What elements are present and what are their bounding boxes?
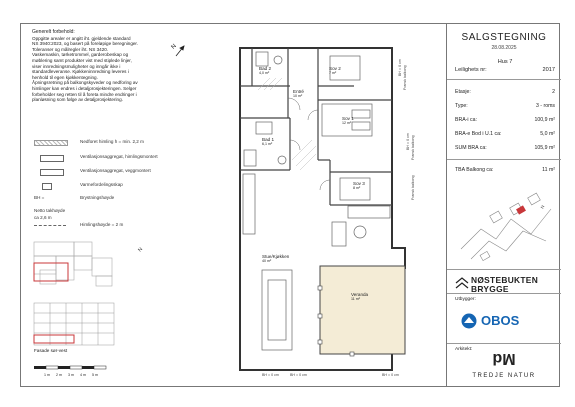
scale-tick: 5 m (92, 373, 98, 377)
unit-label: Leilighets nr: (455, 67, 487, 73)
legend-netto-value: ca 2,6 m (34, 215, 52, 220)
scale-tick: 3 m (68, 373, 74, 377)
general-line: himlinger kan endres i detaljprosjekteringen. Selger (32, 85, 137, 91)
arkitekt-mark: Md (492, 350, 516, 367)
doors (288, 98, 330, 190)
general-line: standardleveranse. Kjøkkeninnredning leveres i (32, 69, 129, 75)
legend-bh: BH = (34, 195, 45, 200)
balcony-key: TBA Balkong ca: (455, 167, 494, 173)
info-key: SUM BRA ca: (455, 145, 487, 151)
room-area: 11 m² (351, 297, 360, 301)
legend-item: Ventilasjonsaggregat, himlingsmontert (80, 154, 158, 159)
info-value: 100,9 m² (534, 117, 555, 123)
info-sidebar (446, 23, 560, 387)
room-veranda (351, 292, 368, 301)
room-bad1 (262, 137, 274, 146)
sidebar-date: 28.08.2025 (491, 45, 517, 51)
sidebar-title: SALGSTEGNING (461, 32, 547, 43)
scale-bar (34, 366, 106, 369)
general-line: henhold til egen kjøkkentegning. (32, 74, 98, 80)
legend-bh-text: Brystningshøyde (80, 195, 115, 200)
legend-netto-label: Netto takhøyde (34, 208, 66, 213)
site-highlight (516, 205, 526, 214)
sofa (332, 206, 390, 246)
side-text: Fransk balkong (403, 65, 407, 90)
room-sov3 (353, 181, 365, 190)
unit-value: 2017 (542, 67, 555, 73)
info-key: BRA-e Bod i U.1 ca: (455, 131, 502, 137)
project-name-line2: BRYGGE (471, 284, 509, 294)
bh-label: BH = 0 cm (398, 59, 402, 76)
info-value: 5,0 m² (540, 131, 555, 137)
info-key: Etasje: (455, 89, 471, 95)
room-area: 4,0 m² (259, 71, 270, 75)
project-name-line1: NØSTEBUKTEN (471, 275, 539, 285)
general-line: forbeholder seg retten til å foreta mindre endringer i (32, 91, 137, 97)
room-bad2 (259, 66, 271, 75)
room-area: 10 m² (293, 94, 303, 98)
general-line: Vaskemaskin, tørketrommel, garderobeskap og (32, 52, 129, 58)
site-compass-label: N (539, 204, 546, 210)
compass-label: N (170, 43, 178, 51)
divider (447, 343, 561, 344)
bh-label: BH = 0 cm (406, 133, 410, 150)
room-name: Bad 2 (259, 66, 272, 71)
hatch-ceiling (258, 78, 316, 170)
utbygger-label: Utbygger: (455, 297, 476, 302)
info-value: 3 - roms (535, 103, 555, 109)
legend-item: Varmefordelingsskap (80, 182, 123, 187)
legend-item: Ventilasjonsaggregat, veggmontert (80, 168, 151, 173)
side-text: Fransk balkong (411, 175, 415, 200)
general-line: planløsning som følge av detaljprosjektering. (32, 97, 123, 103)
key-plan (34, 242, 112, 286)
scale-tick: 4 m (80, 373, 86, 377)
divider (447, 159, 561, 160)
room-name: Sov 1 (342, 116, 354, 121)
house-label: Hus 7 (497, 59, 513, 65)
balcony-value: 11 m² (542, 167, 555, 173)
room-area: 6,1 m² (262, 142, 273, 146)
room-name: Veranda (351, 292, 369, 297)
bh-label: BH = 0 cm (382, 373, 399, 377)
arkitekt-name: TREDJE NATUR (472, 373, 536, 379)
room-sov1 (342, 116, 354, 125)
bh-label: BH = 0 cm (290, 373, 307, 377)
info-row (455, 131, 555, 137)
room-area: 40 m² (262, 259, 272, 263)
general-line: Toleranser og målregler iht. NS 3420. (32, 46, 109, 52)
room-name: Sov 2 (329, 66, 341, 71)
side-text: Fransk balkong (411, 135, 415, 160)
project-logo-icon (455, 277, 469, 289)
info-key: Type: (455, 103, 468, 109)
arkitekt-label: Arkitekt: (455, 347, 473, 352)
general-line: møblering samt produkter vist med stiplede linjer, (32, 57, 132, 63)
scale-tick: 1 m (44, 373, 50, 377)
utbygger-name: OBOS (481, 313, 520, 328)
facade-label: Fasade sør-vest (34, 348, 68, 353)
room-name: Stue/Kjøkken (262, 254, 290, 259)
veranda-area (320, 266, 405, 354)
compass-key-label: N (137, 246, 145, 254)
room-stue (262, 254, 289, 263)
divider (447, 293, 561, 294)
room-name: Entré (293, 89, 304, 94)
balcony-row (455, 167, 555, 173)
general-line: Åpningsretning på balkongskyveder og nedforing av (32, 80, 138, 86)
general-line: viser innredningsmuligheter og inngår ikke i (32, 63, 121, 69)
unit-row (455, 67, 555, 73)
bh-label: BH = 0 cm (262, 373, 279, 377)
legend-item: Nedforet himling h = min. 2,2 m (80, 139, 144, 144)
room-area: 8 m² (353, 186, 361, 190)
general-line: NS 3940:2023, og basert på foreløpige beregninger. (32, 41, 138, 47)
info-row (455, 145, 555, 151)
facade (34, 303, 114, 345)
info-value: 105,9 m² (534, 145, 555, 151)
site-map (451, 179, 557, 269)
room-sov2 (329, 66, 341, 75)
legend-himling: Himlingshøyde = 2 m (80, 222, 124, 227)
general-heading: Generelt forbehold: (32, 29, 75, 35)
room-name: Bad 1 (262, 137, 275, 142)
room-name: Sov 3 (353, 181, 365, 186)
info-row (455, 103, 555, 109)
divider (447, 269, 561, 270)
info-row (455, 117, 555, 123)
room-area: 7 m² (329, 71, 337, 75)
room-entre (293, 89, 304, 98)
info-value: 2 (552, 89, 555, 95)
general-line: Oppgitte arealer er angitt iht. gjeldende standard (32, 35, 131, 41)
divider (447, 79, 561, 80)
scale-tick: 2 m (56, 373, 62, 377)
info-row (455, 89, 555, 95)
room-area: 12 m² (342, 121, 352, 125)
info-key: BRA-i ca: (455, 117, 477, 123)
obos-logo-icon (461, 313, 479, 329)
